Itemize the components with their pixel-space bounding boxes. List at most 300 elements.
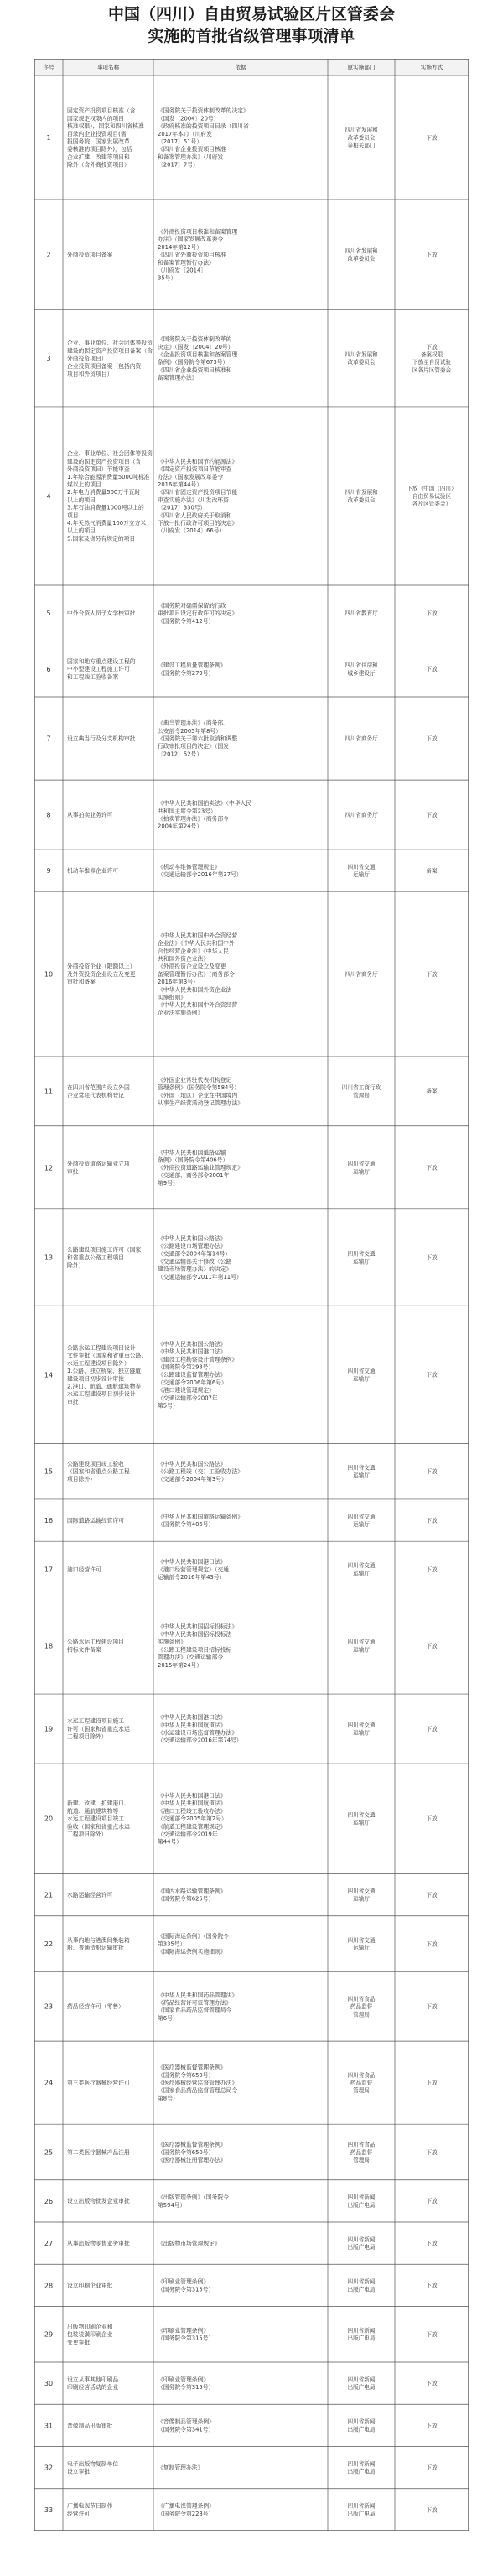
legal-basis-line: 《国内水路运输管理条例》 xyxy=(158,1888,226,1895)
original-dept-line: 四川省教育厅 xyxy=(345,610,378,617)
matter-name-line: 和工程竣工验收备案 xyxy=(67,673,119,681)
matter-name-line: 1.年综合能源消费量5000吨标准 xyxy=(67,473,150,480)
matter-name-line: 第三类医疗器械经营许可 xyxy=(67,2080,130,2087)
implementation-method-line: 下放 xyxy=(426,2240,438,2247)
row-number: 7 xyxy=(46,735,51,743)
table-row xyxy=(44,2236,438,2251)
original-dept-line: 四川省商务厅 xyxy=(345,970,378,978)
matter-name-line: 设立审批 xyxy=(67,2468,91,2475)
original-dept-line: 四川省发展和 xyxy=(345,247,378,255)
title-line-1: 中国（四川）自由贸易试验区片区管委会 xyxy=(107,5,395,23)
matter-name-line: 工程项目除外） xyxy=(67,1831,107,1838)
legal-basis-line: （川府发〔2014〕 xyxy=(158,267,207,274)
matter-name-line: 从事内地与港澳间集装箱 xyxy=(67,1936,130,1944)
table-row xyxy=(44,1558,438,1581)
legal-basis-line: 《中华人民共和国招标投标法 xyxy=(158,1630,232,1638)
original-dept-line: 城乡建设厅 xyxy=(347,669,376,677)
implementation-method-line: 下放 xyxy=(426,2380,438,2387)
legal-basis-line: （国务院令第406号） xyxy=(158,1521,215,1529)
matter-name-line: 从事出版物零售业务审批 xyxy=(67,2240,130,2247)
legal-basis-line: 《中华人民共和国药品管理法》 xyxy=(158,1992,238,1999)
table-row xyxy=(44,1513,438,1528)
matter-name-line: 外商投资项目） xyxy=(67,355,107,362)
legal-basis-line: 和备案管理暂行办法》 xyxy=(158,259,215,267)
table-row xyxy=(44,2323,438,2345)
legal-basis-line: 条例》（国务院令第673号） xyxy=(158,359,229,366)
legal-basis-line: 办法》（国家发展改革委令 xyxy=(158,236,224,243)
legal-basis-line: 《出版管理条例》（国务院令 xyxy=(158,2194,229,2201)
matter-name-line: 煤以上的项目 xyxy=(67,481,101,489)
legal-basis-line: 〔2017〕7号） xyxy=(158,161,199,169)
legal-basis-line: （国务院令第315号） xyxy=(158,2384,215,2392)
original-dept-line: 药品监督 xyxy=(350,2080,373,2087)
implementation-method-line: 下放 xyxy=(426,2506,438,2514)
header-cell: 依据 xyxy=(235,64,246,71)
legal-basis-line: 《航道工程建设管理规定》 xyxy=(158,1823,226,1831)
legal-basis-line: （国家食品药品监督管理总局令 xyxy=(158,2087,238,2095)
legal-basis-line: （交通部令2005年第2号） xyxy=(158,1815,227,1823)
original-dept-line: 运输厅 xyxy=(353,1472,370,1479)
legal-basis-line: （国发〔2004〕20号） xyxy=(158,115,220,122)
matter-name-line: 审批 xyxy=(67,1168,79,1176)
row-number: 19 xyxy=(44,1725,54,1733)
row-number: 9 xyxy=(46,867,51,875)
matter-name-line: 审批 xyxy=(67,1398,79,1405)
legal-basis-line: 《中华人民共和国外资企业法 xyxy=(158,986,232,994)
implementation-method-line: 下放 xyxy=(426,2464,438,2472)
original-dept-line: 改革委员会 xyxy=(347,496,376,504)
legal-basis-line: （国务院令第228号） xyxy=(158,2510,215,2517)
legal-basis-line: 《中华人民共和国港口法》 xyxy=(158,1348,226,1356)
matter-name-line: 外商投资道路运输业立项 xyxy=(67,1161,130,1168)
matter-name-line: 国家规定权限内的项目 xyxy=(67,115,124,122)
legal-basis-line: 企业法实施条例》 xyxy=(158,1009,204,1016)
legal-basis-line: 第44号） xyxy=(158,1838,183,1846)
matter-name-line: 公路水运工程建设项目 xyxy=(67,1639,124,1646)
matter-name-line: 2.年电力消费量500万千瓦时 xyxy=(67,489,141,496)
legal-basis-line: 建设市场管理办法〉的决定》 xyxy=(158,1265,232,1273)
original-dept-line: 改革委员会 xyxy=(347,255,376,262)
legal-basis-line: 《中华人民共和国公路法》 xyxy=(158,1234,226,1242)
legal-basis-line: 2016年第44号） xyxy=(158,481,203,489)
matter-name-line: 项目除外） xyxy=(67,1476,96,1483)
legal-basis-line: 《中华人民共和国航道法》 xyxy=(158,1800,226,1807)
implementation-method-line: 下放 xyxy=(426,2422,438,2429)
implementation-method-line: 各片区管委会） xyxy=(412,501,452,508)
legal-basis-line: 2017年本）》（川府发 xyxy=(158,130,212,138)
implementation-method-line: 下放 xyxy=(426,1642,438,1649)
matter-name-line: 公路水运工程建设项目设计 xyxy=(67,1344,136,1352)
row-number: 28 xyxy=(44,2282,54,2290)
table-row xyxy=(46,335,451,382)
original-dept-line: 改革委员会 xyxy=(347,134,376,142)
original-dept-line: 四川省新闻 xyxy=(347,2194,376,2201)
legal-basis-line: 实施条例》 xyxy=(158,1639,186,1646)
legal-basis-line: 《印刷业管理条例》 xyxy=(158,2278,210,2286)
original-dept-line: 四川省交通 xyxy=(347,1250,376,1258)
matter-name-line: 建设的固定资产投资项目备案（含 xyxy=(67,347,153,355)
legal-basis-line: （交通部、商务部令2001年 xyxy=(158,1171,230,1179)
original-dept-line: 等相关部门 xyxy=(347,142,376,149)
original-dept-line: 四川省交通 xyxy=(347,1161,376,1168)
legal-basis-line: 《外国（地区）企业在中国境内 xyxy=(158,1092,238,1099)
original-dept-line: 四川省住房和 xyxy=(345,662,378,669)
implementation-method-line: 区各片区管委会 xyxy=(412,366,452,374)
original-dept-line: 四川省工商行政 xyxy=(341,1084,381,1092)
legal-basis-line: 公安部令2005年第8号） xyxy=(158,727,221,735)
matter-name-line: 水路运输经营许可 xyxy=(67,1892,113,1899)
matter-name-line: 水运工程建设项目除外） xyxy=(67,1359,130,1367)
legal-basis-line: 《国务院关于第六批取消和调整 xyxy=(158,735,238,742)
row-number: 16 xyxy=(44,1517,54,1525)
matter-name-line: 企业、事业单位、社会团体等投资 xyxy=(67,340,153,347)
table-row xyxy=(44,2418,438,2433)
grid-lines xyxy=(34,59,469,2531)
matter-name-line: 以上的项目 xyxy=(67,527,96,535)
implementation-method-line: 下放 xyxy=(426,2282,438,2289)
legal-basis-line: 下放一批行政许可项目的决定》 xyxy=(158,520,238,527)
matter-name-line: 固定资产投资项目核准（含 xyxy=(67,107,136,115)
row-number: 24 xyxy=(44,2079,54,2087)
original-dept-line: 四川省食品 xyxy=(347,1995,376,2002)
implementation-method-line: 备案 xyxy=(426,1088,438,1095)
table-row xyxy=(44,1148,438,1187)
table-row xyxy=(46,719,438,758)
legal-basis-line: 《中华人民共和国公路法》 xyxy=(158,1340,226,1348)
row-number: 5 xyxy=(46,610,51,618)
row-number: 6 xyxy=(46,665,51,673)
table-row xyxy=(44,2064,438,2102)
legal-basis-line: 《典当管理办法》（商务部、 xyxy=(158,719,229,727)
table-row xyxy=(44,932,438,1016)
header-cell: 事项名称 xyxy=(96,64,120,71)
original-dept-line: 运输厅 xyxy=(353,1375,370,1383)
table-row xyxy=(44,2194,438,2209)
original-dept-line: 出版广电局 xyxy=(347,2286,376,2293)
implementation-method-line: 下放 xyxy=(426,970,438,978)
matter-name-line: 验收（国家和省重点水运 xyxy=(67,1823,130,1831)
row-number: 27 xyxy=(44,2240,54,2248)
legal-basis-line: 从事生产经营活动登记管理办法》 xyxy=(158,1099,243,1107)
implementation-method-line: 下放 xyxy=(426,2198,438,2205)
title-line-2: 实施的首批省级管理事项清单 xyxy=(148,27,355,45)
table-row xyxy=(44,2376,438,2391)
legal-basis-line: 《建设工程质量管理条例》 xyxy=(158,662,226,669)
original-dept-line: 四川省新闻 xyxy=(347,2236,376,2243)
legal-basis-line: 《中华人民共和国道路运输 xyxy=(158,1149,226,1156)
legal-basis-line: 〔2012〕52号） xyxy=(158,750,203,758)
legal-basis-line: 《医疗器械监督管理条例》 xyxy=(158,2141,226,2148)
legal-basis-line: 《中华人民共和国港口法》 xyxy=(158,1558,226,1566)
legal-basis-line: 第8号） xyxy=(158,2095,179,2102)
legal-basis-line: 第9号） xyxy=(158,1180,179,1187)
legal-basis-line: 备案管理暂行办法》（商务部令 xyxy=(158,970,235,978)
legal-basis-line: 《中华人民共和国公路法》 xyxy=(158,1460,226,1467)
original-dept-line: 运输厅 xyxy=(353,1258,370,1265)
legal-basis-line: 实施细则》 xyxy=(158,994,186,1001)
original-dept-line: 四川省发展和 xyxy=(345,127,378,134)
legal-basis-line: 《公路建设市场管理办法》 xyxy=(158,1243,226,1250)
legal-basis-line: （国务院令第650号） xyxy=(158,2071,215,2079)
implementation-method-line: 下放 xyxy=(426,610,438,617)
row-number: 20 xyxy=(44,1815,54,1823)
matter-name-line: 外商投资企业（限额以上） xyxy=(67,963,136,970)
table-row xyxy=(46,657,438,680)
legal-basis-line: 《公路建设监督管理办法》 xyxy=(158,1371,226,1379)
legal-basis-line: 和备案管理办法》（川府发 xyxy=(158,153,224,161)
matter-name-line: 中小型建设工程施工许可 xyxy=(67,666,130,673)
legal-basis-line: 条例》（国务院令第406号） xyxy=(158,1156,229,1164)
legal-basis-line: 2015年第24号） xyxy=(158,1661,203,1669)
matter-name-line: 在四川省范围内设立外国 xyxy=(67,1084,130,1092)
header-cell: 原实施部门 xyxy=(347,64,376,71)
legal-basis-line: （国务院令第293号） xyxy=(158,1363,215,1371)
implementation-method-line: 下放 xyxy=(426,2003,438,2011)
document-title xyxy=(0,3,503,47)
implementation-method-line: 下放 xyxy=(426,1566,438,1573)
original-dept-line: 四川省新闻 xyxy=(347,2460,376,2468)
matter-name-line: 药品经营许可（零售） xyxy=(67,2003,124,2011)
table-row xyxy=(44,1991,438,2022)
matter-name-line: 公路建设项目施工许可（国家 xyxy=(67,1246,142,1254)
matter-name-line: 电子出版物复制单位 xyxy=(67,2460,119,2468)
legal-basis-line: 《出版物市场管理规定》 xyxy=(158,2240,220,2247)
legal-basis-line: 《药品经营许可证管理办法》 xyxy=(158,1999,232,2007)
implementation-method-line: 下放至自贸试验 xyxy=(412,359,452,366)
matter-name-line: 港口经营许可 xyxy=(67,1566,101,1573)
legal-basis-line: 《中华人民共和国中外合资经营 xyxy=(158,932,238,939)
original-dept-line: 四川省交通 xyxy=(347,1513,376,1520)
table-row xyxy=(44,1623,438,1669)
matter-name-line: 外商投资项目备案 xyxy=(67,252,113,259)
legal-basis-line: 第335号） xyxy=(158,1940,186,1948)
matter-name-line: 报国务院、国家发展改革 xyxy=(67,138,130,145)
legal-basis-line: （交通运输部令2011年第11号） xyxy=(158,1273,242,1280)
original-dept-line: 四川省交通 xyxy=(347,1368,376,1375)
legal-basis-line: 《国际海运条例》（国务院令 xyxy=(158,1933,229,1940)
legal-basis-line: （国务院令第650号） xyxy=(158,2148,215,2156)
legal-basis-line: 《四川省企业投资项目核准和 xyxy=(158,366,232,374)
matter-name-line: 设立从事其他印刷品 xyxy=(67,2376,119,2383)
original-dept-line: 四川省发展和 xyxy=(345,351,378,359)
matter-name-line: 设立典当行及分支机构审批 xyxy=(67,735,136,742)
matter-name-line: 航道、通航建筑物等 xyxy=(67,1807,119,1815)
matter-name-line: 设立出版物批发企业审批 xyxy=(67,2198,130,2205)
matter-name-line: 除外） xyxy=(67,1262,85,1270)
matters-table xyxy=(34,59,469,2531)
table-row xyxy=(44,1234,438,1280)
legal-basis-line: （交通部令2004年第3号） xyxy=(158,1476,227,1483)
table-row xyxy=(46,863,438,878)
implementation-method-line: 自由贸易试验区 xyxy=(412,492,452,500)
legal-basis-line: （国家食品药品监督管理局令 xyxy=(158,2007,232,2014)
original-dept-line: 四川省食品 xyxy=(347,2141,376,2148)
matter-name-line: 企业投资项目备案（包括内资 xyxy=(67,362,142,370)
legal-basis-line: 《公路工程建设项目招标投标 xyxy=(158,1646,232,1654)
table-header xyxy=(34,59,469,75)
matter-name-line: 设立印刷企业审批 xyxy=(67,2282,113,2289)
original-dept-line: 出版广电局 xyxy=(347,2384,376,2392)
legal-basis-line: 办法》（国家发展改革委令 xyxy=(158,473,224,480)
legal-basis-line: 《水运建设市场监督管理办法》 xyxy=(158,1729,238,1737)
implementation-method-line: 下放 xyxy=(426,811,438,818)
legal-basis-line: （交通运输部令2019年 xyxy=(158,1831,218,1838)
legal-basis-line: （国务院令第625号） xyxy=(158,1895,215,1903)
implementation-method-line: 下放 xyxy=(426,1892,438,1899)
row-number: 10 xyxy=(44,970,54,979)
legal-basis-line: 《中华人民共和国港口法》 xyxy=(158,1714,226,1722)
legal-basis-line: 《外国企业常驻代表机构登记 xyxy=(158,1076,232,1083)
original-dept-line: 出版广电局 xyxy=(347,2468,376,2475)
implementation-method-line: 下放（中国（四川） xyxy=(407,485,457,492)
legal-basis-line: 2014年第12号） xyxy=(158,243,203,251)
implementation-method-line: 下放 xyxy=(426,2331,438,2339)
matter-name-line: 水运工程建设项目初步设计 xyxy=(67,1390,136,1398)
matter-name-line: 文件审批（国家和省重点公路、 xyxy=(67,1352,148,1359)
table-row xyxy=(44,1791,438,1845)
original-dept-line: 改革委员会 xyxy=(347,359,376,366)
legal-basis-line: 《国务院关于投资体制改革的决定》 xyxy=(158,107,249,115)
matter-name-line: 3.年石油消费量1000吨以上的 xyxy=(67,504,144,512)
row-number: 23 xyxy=(44,2002,54,2011)
original-dept-line: 四川省交通 xyxy=(347,1464,376,1472)
legal-basis-line: 《中华人民共和国节约能源法》 xyxy=(158,458,238,465)
legal-basis-line: 决定》（国发〔2004〕20号） xyxy=(158,343,234,351)
row-number: 15 xyxy=(44,1467,54,1476)
legal-basis-line: 《政府核准的投资项目目录（四川省 xyxy=(158,122,249,130)
original-dept-line: 四川省商务厅 xyxy=(345,735,378,742)
implementation-method-line: 下放 xyxy=(426,2148,438,2156)
table-row xyxy=(44,2277,438,2293)
original-dept-line: 四川省新闻 xyxy=(347,2502,376,2510)
row-number: 8 xyxy=(46,811,51,819)
matter-name-line: 项目和外资项目） xyxy=(67,371,113,378)
original-dept-line: 运输厅 xyxy=(353,1895,370,1903)
matter-name-line: 2.港口、航道、通航建筑物等 xyxy=(67,1383,142,1390)
row-number: 33 xyxy=(44,2506,54,2514)
legal-basis-line: 运输部令2016年第43号） xyxy=(158,1574,226,1581)
original-dept-line: 运输厅 xyxy=(353,1570,370,1577)
legal-basis-line: 《国际海运条例实施细则》 xyxy=(158,1948,226,1955)
table-grid xyxy=(34,59,469,2531)
original-dept-line: 管理局 xyxy=(353,2087,370,2095)
implementation-method-line: 下放 xyxy=(426,1164,438,1171)
legal-basis-line: 《港口经营管理规定》（交通 xyxy=(158,1566,229,1573)
legal-basis-line: 《医疗器械注册管理办法》 xyxy=(158,2157,226,2164)
row-number: 2 xyxy=(46,251,51,259)
implementation-method-line: 下放 xyxy=(426,666,438,673)
implementation-method-line: 下放 xyxy=(426,735,438,742)
original-dept-line: 四川省新闻 xyxy=(347,2376,376,2383)
legal-basis-line: 审查实施办法》（川发改环资 xyxy=(158,496,229,504)
matter-name-line: 5.国家及省另有规定的项目 xyxy=(67,535,136,543)
original-dept-line: 出版广电局 xyxy=(347,2334,376,2342)
matter-name-line: 出版物印刷企业和 xyxy=(67,2323,113,2330)
implementation-method-line: 下放 xyxy=(426,343,438,351)
legal-basis-line: 《交通运输部关于修改〈公路 xyxy=(158,1258,232,1265)
matter-name-line: 音像制品出版审批 xyxy=(67,2422,113,2429)
original-dept-line: 四川省商务厅 xyxy=(345,811,378,818)
legal-basis-line: 《企业投资项目核准和备案管理 xyxy=(158,351,238,359)
implementation-method-line: 备案 xyxy=(426,867,438,875)
original-dept-line: 运输厅 xyxy=(353,1729,370,1737)
matter-name-line: 以上的项目 xyxy=(67,496,96,504)
row-number: 17 xyxy=(44,1566,54,1574)
table-row xyxy=(44,2502,438,2517)
matter-name-line: 经营许可 xyxy=(67,2510,91,2517)
legal-basis-line: 第594号） xyxy=(158,2201,186,2209)
legal-basis-line: （交通部令2004年第14号） xyxy=(158,1250,231,1258)
original-dept-line: 运输厅 xyxy=(353,1646,370,1654)
legal-basis-line: 2004年第24号） xyxy=(158,823,203,830)
matter-name-line: 4.年天然气消费量100万立方米 xyxy=(67,520,147,527)
table-row xyxy=(44,1713,438,1744)
matter-name-line: 中外合资人员子女学校审批 xyxy=(67,610,136,617)
legal-basis-line: （交通运输部令2016年第74号） xyxy=(158,1737,242,1744)
implementation-method-line: 下放 xyxy=(426,1517,438,1524)
implementation-method-line: 下放 xyxy=(426,1725,438,1732)
legal-basis-line: 行政审批项目的决定》（国发 xyxy=(158,743,229,750)
implementation-method-line: 下放 xyxy=(426,2080,438,2087)
legal-basis-line: 《外商投资项目核准和备案管理 xyxy=(158,228,238,236)
implementation-method-line: 下放 xyxy=(426,1468,438,1476)
row-number: 32 xyxy=(44,2464,54,2472)
legal-basis-line: 管理办法》（交通运输部令 xyxy=(158,1654,224,1661)
matter-name-line: 船、普通货船运输审批 xyxy=(67,1945,124,1952)
original-dept-line: 药品监督 xyxy=(350,2003,373,2011)
matter-name-line: 变更审批 xyxy=(67,2339,91,2346)
legal-basis-line: 《四川省外商投资项目核准 xyxy=(158,252,226,259)
original-dept-line: 运输厅 xyxy=(353,871,370,879)
matter-name-line: 国际道路运输经营许可 xyxy=(67,1517,124,1524)
matter-name-line: 企业常驻代表机构登记 xyxy=(67,1092,124,1099)
legal-basis-line: 《中华人民共和国招标投标法》 xyxy=(158,1623,238,1630)
row-number: 31 xyxy=(44,2422,54,2430)
legal-basis-line: 《广播电视管理条例》 xyxy=(158,2502,215,2510)
legal-basis-line: 《港口建设管理规定》 xyxy=(158,1387,215,1394)
matter-name-line: 工程项目除外） xyxy=(67,1733,107,1741)
table-row xyxy=(46,106,438,168)
legal-basis-line: （交通运输部令2007年 xyxy=(158,1394,218,1402)
legal-basis-line: 《中华人民共和国拍卖法》（中华人民 xyxy=(158,800,252,808)
legal-basis-line: （国务院令第279号） xyxy=(158,669,215,677)
matter-name-line: 企业扩建、改建等项目和 xyxy=(67,153,130,161)
matter-name-line: 水运工程建设项目竣工 xyxy=(67,1815,124,1823)
legal-basis-line: 《外商投资道路运输业管理规定》 xyxy=(158,1164,243,1171)
table-row xyxy=(46,228,438,282)
legal-basis-line: 《音像制品管理条例》 xyxy=(158,2418,215,2426)
matter-name-line: 广播电视节目制作 xyxy=(67,2502,113,2510)
legal-basis-line: 共和国外资企业法》 xyxy=(158,955,210,963)
table-row xyxy=(44,1887,438,1902)
matter-name-line: 除外（含外商投资项目） xyxy=(67,161,130,169)
legal-basis-line: （交通运输部令2016年第37号） xyxy=(158,871,242,879)
legal-basis-line: 《港口工程竣工验收办法》 xyxy=(158,1807,226,1815)
matter-name-line: 及外资投资企业设立及变更 xyxy=(67,970,136,978)
original-dept-line: 四川省交通 xyxy=(347,863,376,870)
implementation-method-line: 下放 xyxy=(426,252,438,259)
legal-basis-line: 《国务院关于投资体制改革的 xyxy=(158,335,232,343)
legal-basis-line: 备案管理办法》 xyxy=(158,374,198,382)
legal-basis-line: 《固定资产投资项目节能审查 xyxy=(158,465,232,473)
row-number: 21 xyxy=(44,1891,54,1899)
original-dept-line: 四川省新闻 xyxy=(347,2418,376,2426)
legal-basis-line: 《中华人民共和国港口法》 xyxy=(158,1792,226,1800)
legal-basis-line: 《四川省企业投资项目核准 xyxy=(158,146,226,153)
implementation-method-line: 备案权限 xyxy=(420,351,443,359)
matter-name-line: 核准权限），国家和四川省核准 xyxy=(67,122,144,130)
matter-name-line: 建设的固定资产投资项目（含 xyxy=(67,458,142,465)
